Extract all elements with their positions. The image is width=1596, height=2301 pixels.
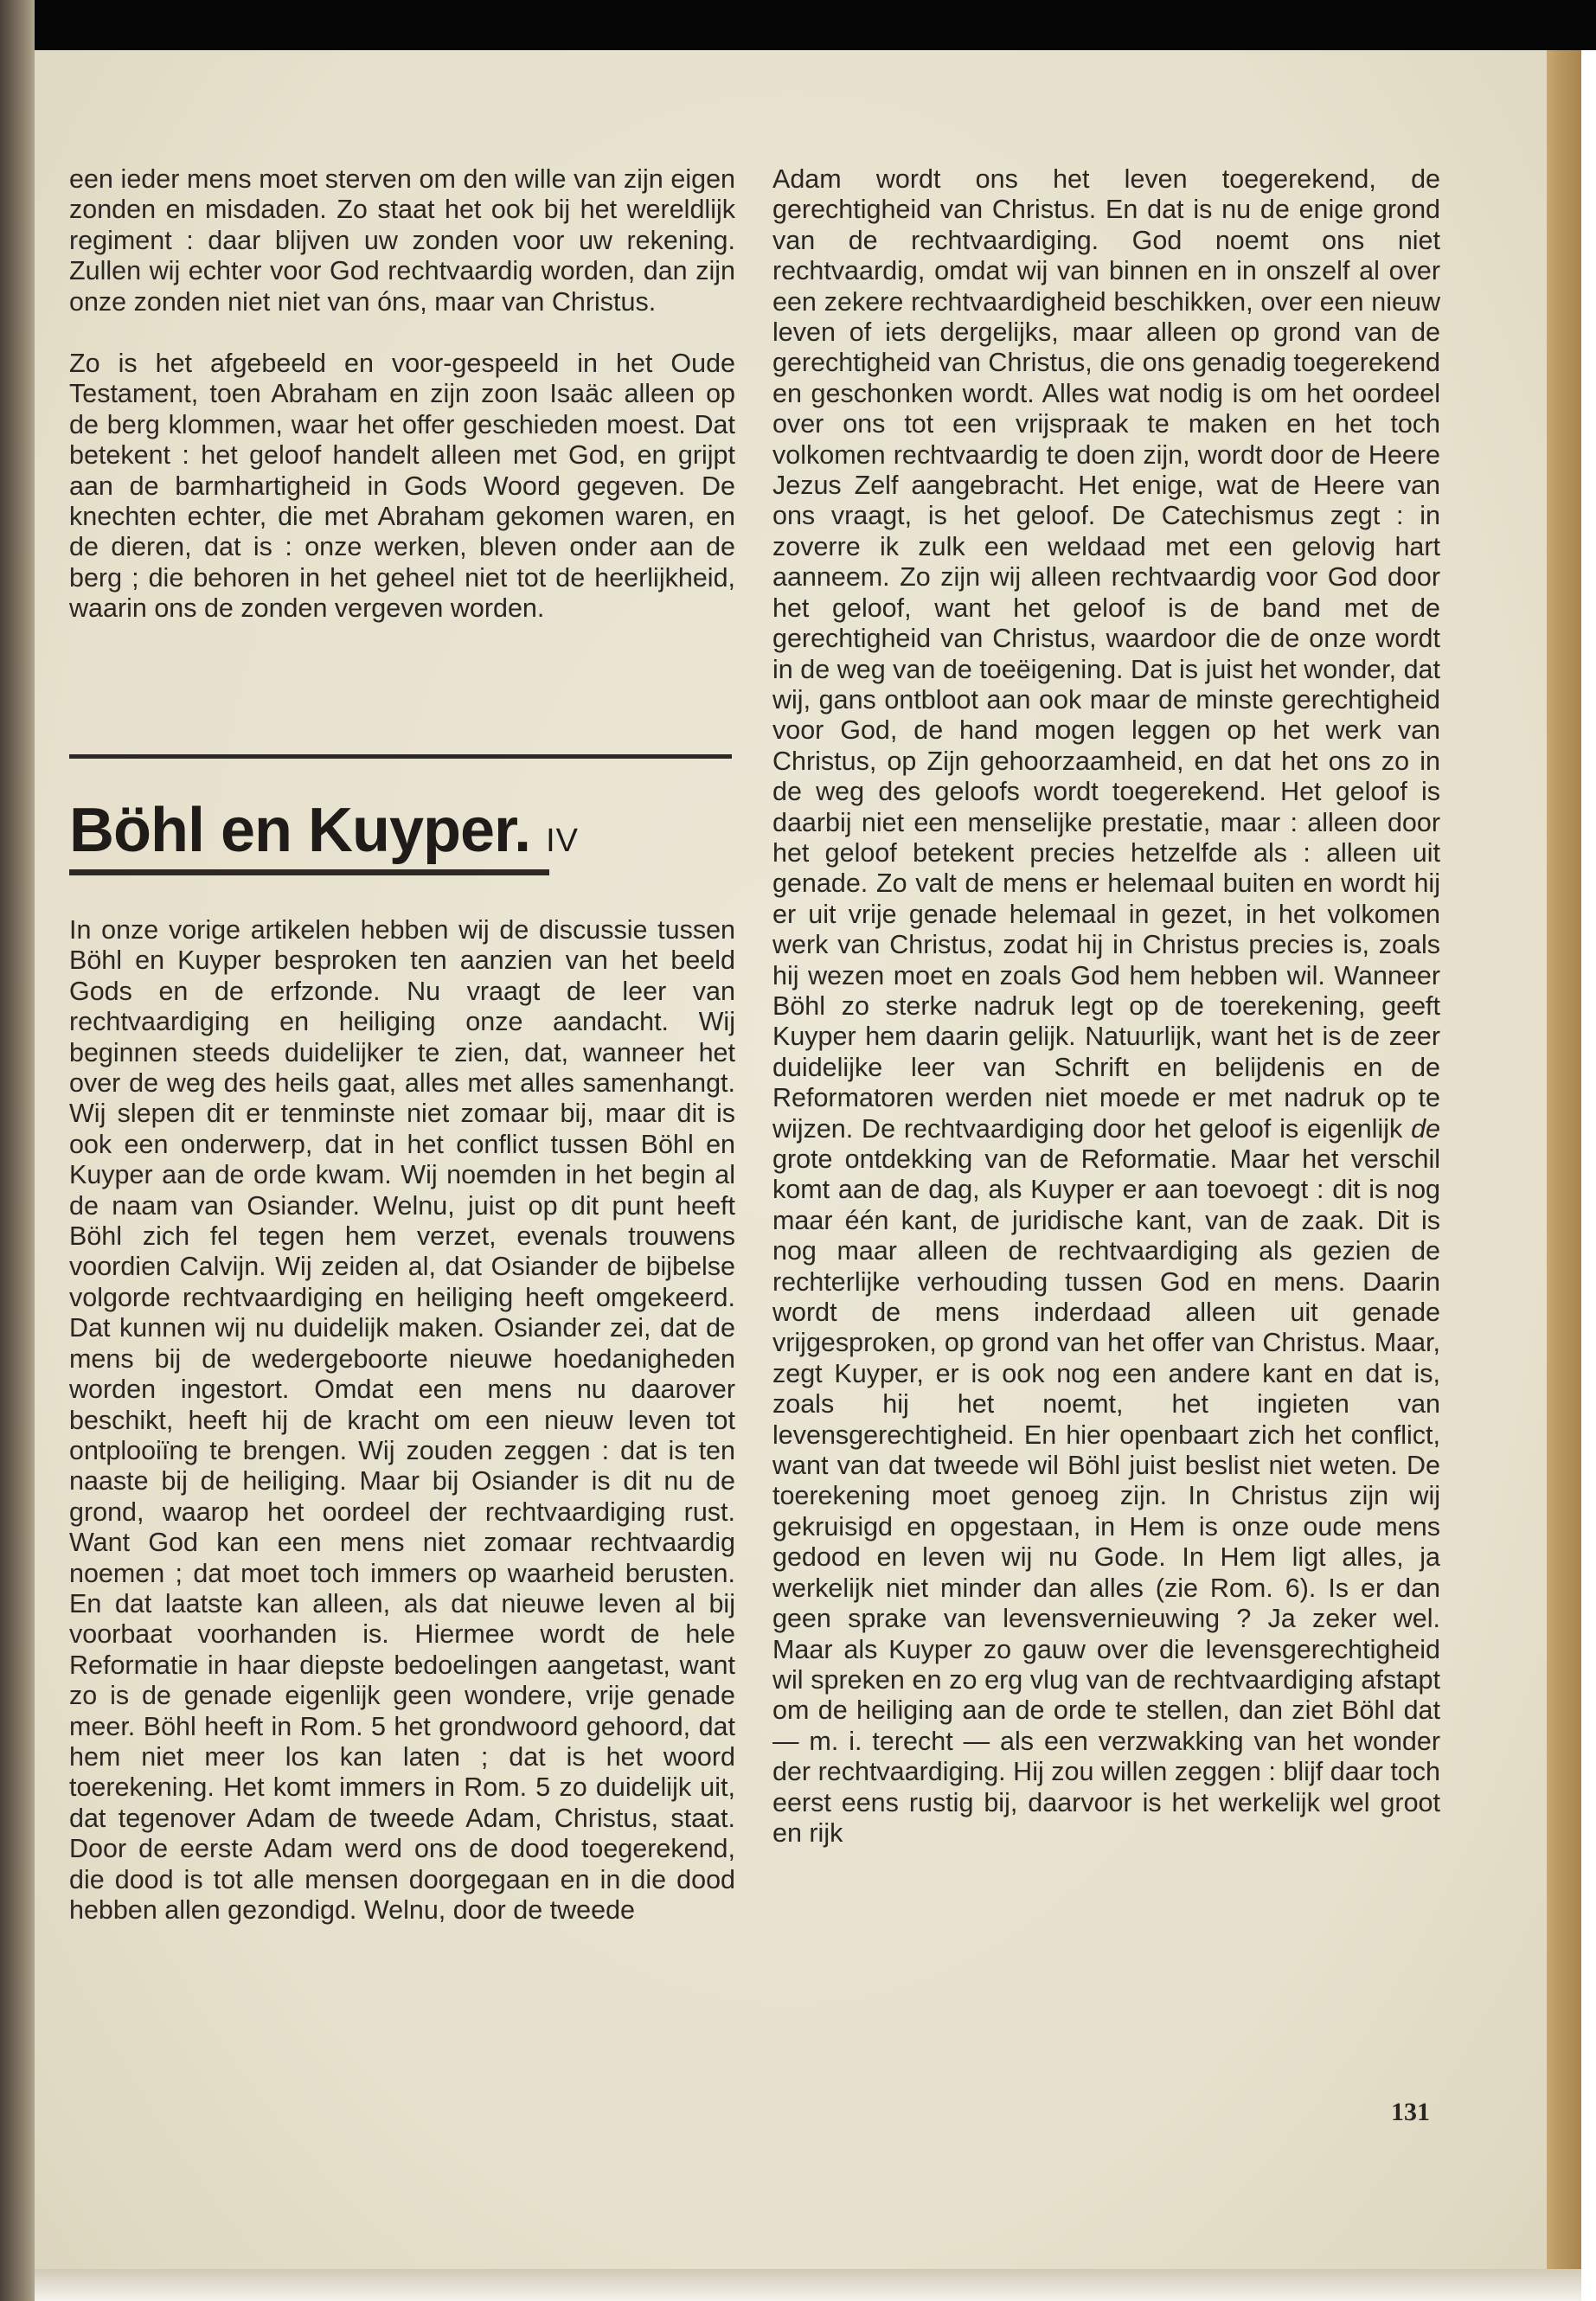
page-number: 131 — [1391, 2098, 1430, 2126]
scan-left-border — [0, 0, 35, 2301]
page-edge — [1547, 50, 1581, 2269]
body-paragraph-right: Adam wordt ons het leven toegerekend, de gerechtigheid van Christus. En dat is nu de enige grond van de rechtvaardiging. God noemt ons niet rechtvaardig, omdat wij van binnen en in onszelf al over een zekere rechtvaardigheid beschikken, over een nieuw leven of iets dergelijks, maar alleen op grond van de gerechtigheid van Christus, die ons genadig toegerekend en geschonken wordt. Alles wat nodig is om het oordeel over ons tot een vrijspraak te maken en het toch volkomen rechtvaardig te doen zijn, wordt door de Heere Jezus Zelf aangebracht. Het enige, wat de Heere van ons vraagt, is het geloof. De Catechismus zegt : in zoverre ik zulk een weldaad met een gelovig hart aanneem. Zo zijn wij alleen rechtvaardig voor God door het geloof, want het geloof is de band met de gerechtigheid van Christus, waardoor die de onze wordt in de weg van de toeëigening. Dat is juist het wonder, dat wij, gans ontbloot aan ook maar de minste gerechtigheid voor God, de hand mogen leggen op het werk van Christus, op Zijn gehoorzaamheid, en dat het ons zo in de weg des geloofs wordt toegerekend. Het geloof is daarbij niet een menselijke prestatie, maar : alleen door het geloof betekent precies hetzelfde als : alleen uit genade. Zo valt de mens er helemaal buiten en wordt hij er uit vrije genade helemaal in gezet, in het volkomen werk van Christus, zodat hij in Christus precies is, zoals hij wezen moet en zoals God hem hebben wil. Wanneer Böhl zo sterke nadruk legt op de toerekening, geeft Kuyper hem daarin gelijk. Natuurlijk, want het is de zeer duidelijke leer van Schrift en belijdenis en de Reformatoren werden niet moede er met nadruk op te wijzen. De rechtvaardiging door het geloof is eigenlijk de grote ontdekking van de Reformatie. Maar het verschil komt aan de dag, als Kuyper er aan toevoegt : dit is nog maar één kant, de juridische kant, van de zaak. Dit is nog maar alleen de rechtvaardiging als gezien de rechterlijke verhouding tussen God en mens. Daarin wordt de mens inderdaad alleen uit genade vrijgesproken, op grond van het offer van Christus. Maar, zegt Kuyper, er is ook nog een andere kant en dat is, zoals hij het noemt, het ingieten van levensgerechtigheid. En hier openbaart zich het conflict, want van dat tweede wil Böhl juist beslist niet weten. De toerekening moet genoeg zijn. In Christus zijn wij gekruisigd en opgestaan, in Hem is onze oude mens gedood en leven wij nu Gode. In Hem ligt alles, ja werkelijk niet minder dan alles (zie Rom. 6). Is er dan geen sprake van levensvernieuwing ? Ja zeker wel. Maar als Kuyper zo gauw over die levensgerechtigheid wil spreken en zo erg vlug van de rechtvaardiging afstapt om de heiliging aan de orde te stellen, dan ziet Böhl dat — m. i. terecht — als een verzwakking van het wonder der rechtvaardiging. Hij zou willen zeggen : blijf daar toch eerst eens rustig bij, daarvoor is het werkelijk wel groot en rijk — [772, 164, 1440, 1848]
left-body-column — [69, 915, 735, 1926]
section-divider — [69, 754, 732, 759]
article-heading — [69, 796, 579, 875]
article-part-number: IV — [546, 823, 579, 859]
right-column — [772, 164, 1440, 1849]
body-paragraph-left: In onze vorige artikelen hebben wij de discussie tussen Böhl en Kuyper besproken ten aanzien van het beeld Gods en de erfzonde. Nu vraagt de leer van rechtvaardiging en heiliging onze aandacht. Wij beginnen steeds duidelijker te zien, dat, wanneer het over de weg des heils gaat, alles met alles samenhangt. Wij slepen dit er tenminste niet zomaar bij, maar dit is ook een onderwerp, dat in het conflict tussen Böhl en Kuyper aan de orde kwam. Wij noemden in het begin al de naam van Osiander. Welnu, juist op dit punt heeft Böhl zich fel tegen hem verzet, evenals trouwens voordien Calvijn. Wij zeiden al, dat Osiander de bijbelse volgorde rechtvaardiging en heiliging heeft omgekeerd. Dat kunnen wij nu duidelijk maken. Osiander zei, dat de mens bij de wedergeboorte nieuwe hoedanigheden worden ingestort. Omdat een mens nu daarover beschikt, heeft hij de kracht om een nieuw leven tot ontplooiïng te brengen. Wij zouden zeggen : dat is ten naaste bij de heiliging. Maar bij Osiander is dit nu de grond, waarop het oordeel der rechtvaardiging rust. Want God kan een mens niet zomaar rechtvaardig noemen ; dat moet toch immers op waarheid berusten. En dat laatste kan alleen, als dat nieuwe leven al bij voorbaat voorhanden is. Hiermee wordt de hele Reformatie in haar diepste bedoelingen aangetast, want zo is de genade eigenlijk geen wondere, vrije genade meer. Böhl heeft in Rom. 5 het grondwoord gehoord, dat hem niet meer los kan laten ; dat is het woord toerekening. Het komt immers in Rom. 5 zo duidelijk uit, dat tegenover Adam de tweede Adam, Christus, staat. Door de eerste Adam werd ons de dood toegerekend, die dood is tot alle mensen doorgegaan en in die dood hebben allen gezondigd. Welnu, door de tweede — [69, 915, 735, 1925]
left-column — [69, 164, 735, 625]
scan-bottom-margin — [35, 2269, 1581, 2301]
intro-paragraph-2: Zo is het afgebeeld en voor-gespeeld in het Oude Testament, toen Abraham en zijn zoon Isaäc alleen op de berg klommen, waar het offer geschieden moest. Dat betekent : het geloof handelt alleen met God, en grijpt aan de barmhartigheid in Gods Woord gegeven. De knechten echter, die met Abraham gekomen waren, en de dieren, dat is : onze werken, bleven onder aan de berg ; die behoren in het geheel niet tot de heerlijkheid, waarin ons de zonden vergeven worden. — [69, 349, 735, 624]
article-title: Böhl en Kuyper. — [69, 796, 531, 865]
scan-top-border — [0, 0, 1596, 50]
heading-underline — [69, 869, 549, 875]
intro-paragraph-1: een ieder mens moet sterven om den wille van zijn eigen zonden en misdaden. Zo staat het ook bij het wereldlijk regiment : daar blijven uw zonden voor uw rekening. Zullen wij echter voor God rechtvaardig worden, dan zijn onze zonden niet niet van óns, maar van Christus. — [69, 164, 735, 317]
